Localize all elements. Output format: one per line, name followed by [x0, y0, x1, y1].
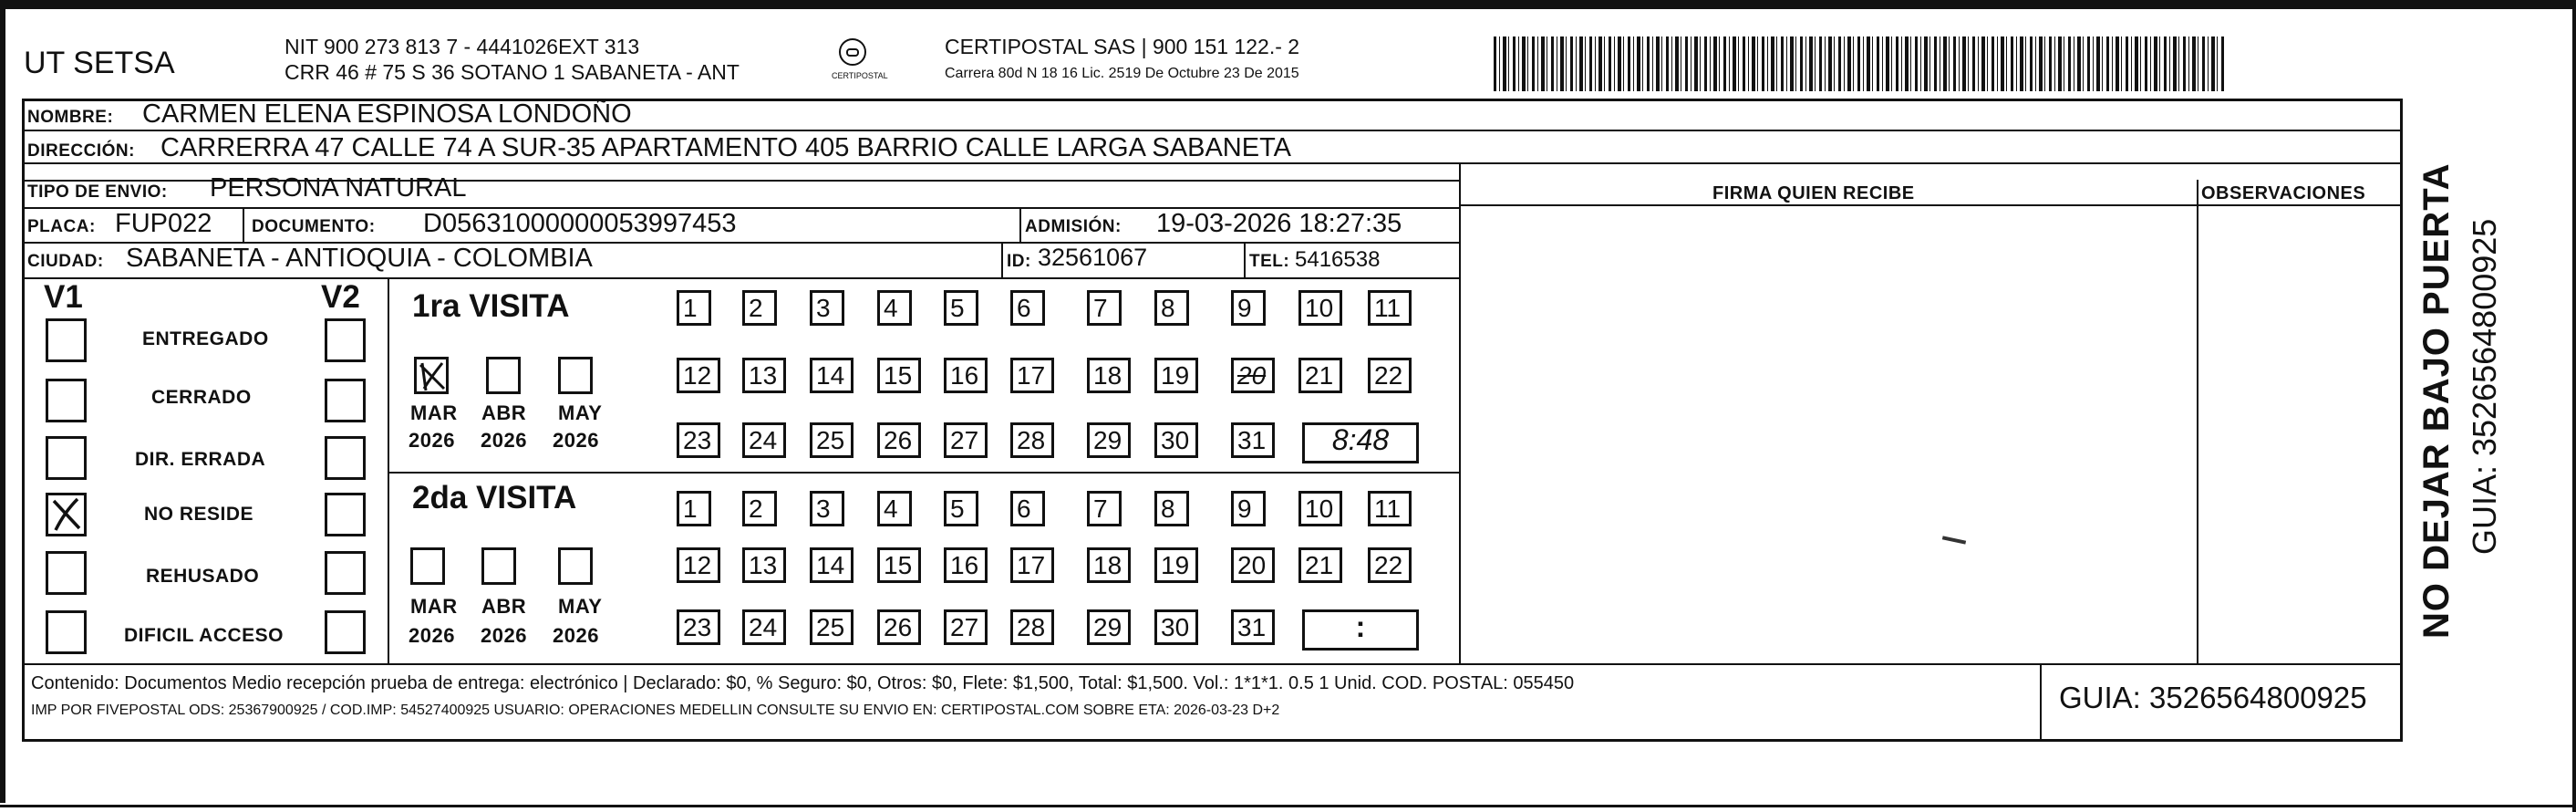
visit1-day[interactable]: 7 — [1087, 290, 1122, 326]
v1-dificil-acceso-checkbox[interactable] — [46, 610, 87, 654]
visit1-day[interactable]: 8 — [1154, 290, 1189, 326]
visit2-day[interactable]: 19 — [1154, 547, 1198, 583]
footer-print-info: IMP POR FIVEPOSTAL ODS: 25367900925 / COD.IMP: 54527400925 USUARIO: OPERACIONES MEDELLIN CONSULTE SU ENVIO EN: CERTIPOSTAL.COM SOBRE ETA: 2026-03-23 D+2 — [31, 703, 1280, 718]
visit1-year-abr: 2026 — [481, 429, 527, 452]
footer-contents: Contenido: Documentos Medio recepción prueba de entrega: electrónico | Declarado: $0, % Seguro: $0, Otros: $0, Flete: $1,500, Total: $1,500. Vol.: 1*1*1. 0.5 1 Unid. COD. POSTAL: 055450 — [31, 673, 1575, 693]
visit2-day[interactable]: 23 — [677, 609, 720, 645]
visit1-day[interactable]: 24 — [742, 422, 786, 458]
address-label: DIRECCIÓN: — [27, 141, 135, 161]
visit2-day[interactable]: 26 — [877, 609, 921, 645]
v2-entregado-checkbox[interactable] — [325, 318, 366, 362]
sender-name: UT SETSA — [24, 46, 175, 80]
recipient-name: CARMEN ELENA ESPINOSA LONDOÑO — [142, 99, 632, 129]
visit1-day[interactable]: 22 — [1368, 358, 1412, 393]
admission-label: ADMISIÓN: — [1025, 217, 1122, 236]
visit1-day[interactable]: 23 — [677, 422, 720, 458]
visit1-day[interactable]: 14 — [810, 358, 853, 393]
ship-type: PERSONA NATURAL — [210, 173, 467, 203]
visit1-month-label-mar: MAR — [410, 401, 458, 424]
visit1-month-may[interactable] — [558, 357, 593, 394]
v2-label: V2 — [321, 279, 360, 315]
id-label: ID: — [1007, 252, 1031, 271]
visit1-day[interactable]: 4 — [877, 290, 912, 326]
barcode — [1494, 36, 2225, 91]
status-no-reside: NO RESIDE — [144, 504, 254, 525]
visit1-month-label-abr: ABR — [481, 401, 527, 424]
v2-cerrado-checkbox[interactable] — [325, 379, 366, 422]
visit1-day[interactable]: 16 — [944, 358, 988, 393]
admission-value: 19-03-2026 18:27:35 — [1156, 209, 1402, 238]
visit1-month-label-may: MAY — [558, 401, 603, 424]
visit1-day[interactable]: 17 — [1010, 358, 1054, 393]
visit2-day[interactable]: 17 — [1010, 547, 1054, 583]
left-border — [0, 0, 5, 803]
visit2-day[interactable]: 25 — [810, 609, 853, 645]
visit2-day[interactable]: 21 — [1298, 547, 1342, 583]
visit1-month-abr[interactable] — [486, 357, 521, 394]
visit2-year-abr: 2026 — [481, 624, 527, 647]
visit2-day[interactable]: 18 — [1087, 547, 1131, 583]
visit1-day[interactable]: 31 — [1231, 422, 1275, 458]
plate-label: PLACA: — [27, 217, 96, 236]
visit1-day[interactable]: 30 — [1154, 422, 1198, 458]
visit1-day[interactable]: 21 — [1298, 358, 1342, 393]
visit1-day[interactable]: 15 — [877, 358, 921, 393]
tel-value: 5416538 — [1295, 247, 1381, 272]
visit2-day[interactable]: 5 — [944, 491, 978, 526]
visit2-day[interactable]: 24 — [742, 609, 786, 645]
visit2-day[interactable]: 13 — [742, 547, 786, 583]
x-mark-icon — [48, 495, 85, 534]
visit1-year-may: 2026 — [553, 429, 599, 452]
v2-dificil-acceso-checkbox[interactable] — [325, 610, 366, 654]
visit2-day[interactable]: 28 — [1010, 609, 1054, 645]
v2-rehusado-checkbox[interactable] — [325, 551, 366, 595]
status-rehusado: REHUSADO — [146, 566, 260, 587]
visit1-day[interactable]: 25 — [810, 422, 853, 458]
sender-address: CRR 46 # 75 S 36 SOTANO 1 SABANETA - ANT — [284, 60, 740, 84]
visit2-day[interactable]: 12 — [677, 547, 720, 583]
visit2-month-label-may: MAY — [558, 595, 603, 618]
right-border — [2572, 0, 2576, 812]
visit2-day[interactable]: 27 — [944, 609, 988, 645]
visit1-day[interactable]: 18 — [1087, 358, 1131, 393]
visit1-day[interactable]: 11 — [1368, 290, 1412, 326]
visit1-day[interactable]: 19 — [1154, 358, 1198, 393]
carrier-license: Carrera 80d N 18 16 Lic. 2519 De Octubre 23 De 2015 — [945, 66, 1299, 81]
visit1-day[interactable]: 28 — [1010, 422, 1054, 458]
visit1-day[interactable]: 29 — [1087, 422, 1131, 458]
visit1-day[interactable]: 3 — [810, 290, 844, 326]
visit1-day[interactable]: 26 — [877, 422, 921, 458]
visit2-day[interactable]: 16 — [944, 547, 988, 583]
visit2-month-label-mar: MAR — [410, 595, 458, 618]
v1-cerrado-checkbox[interactable] — [46, 379, 87, 422]
x-mark-icon — [417, 359, 448, 392]
visit1-title: 1ra VISITA — [412, 288, 570, 324]
plate-value: FUP022 — [115, 209, 212, 238]
city-value: SABANETA - ANTIOQUIA - COLOMBIA — [126, 244, 593, 273]
v2-no-reside-checkbox[interactable] — [325, 493, 366, 536]
status-dificil-acceso: DIFICIL ACCESO — [124, 625, 284, 646]
visit1-day[interactable]: 12 — [677, 358, 720, 393]
visit2-day[interactable]: 11 — [1368, 491, 1412, 526]
status-cerrado: CERRADO — [151, 387, 252, 408]
visit1-time-field[interactable]: 8:48 — [1302, 422, 1419, 463]
v1-no-reside-checkbox[interactable] — [46, 493, 87, 536]
visit2-day[interactable]: 8 — [1154, 491, 1189, 526]
visit2-day[interactable]: 4 — [877, 491, 912, 526]
visit2-title: 2da VISITA — [412, 480, 577, 515]
recipient-address: CARRERRA 47 CALLE 74 A SUR-35 APARTAMENTO 405 BARRIO CALLE LARGA SABANETA — [160, 133, 1291, 162]
carrier-logo-icon — [839, 38, 866, 66]
visit2-day[interactable]: 22 — [1368, 547, 1412, 583]
visit2-year-mar: 2026 — [409, 624, 455, 647]
visit2-day[interactable]: 29 — [1087, 609, 1131, 645]
visit1-day[interactable]: 1 — [677, 290, 711, 326]
v1-rehusado-checkbox[interactable] — [46, 551, 87, 595]
status-entregado: ENTREGADO — [142, 328, 269, 349]
visit2-month-label-abr: ABR — [481, 595, 527, 618]
visit2-day[interactable]: 31 — [1231, 609, 1275, 645]
visit2-year-may: 2026 — [553, 624, 599, 647]
v1-entregado-checkbox[interactable] — [46, 318, 87, 362]
visit1-month-mar[interactable] — [414, 357, 449, 394]
ship-type-label: TIPO DE ENVIO: — [27, 182, 168, 202]
visit2-day[interactable]: 3 — [810, 491, 844, 526]
visit2-day[interactable]: 7 — [1087, 491, 1122, 526]
visit2-day[interactable]: 9 — [1231, 491, 1266, 526]
tel-label: TEL: — [1249, 252, 1290, 271]
visit1-year-mar: 2026 — [409, 429, 455, 452]
side-warning: NO DEJAR BAJO PUERTA — [2416, 162, 2457, 639]
visit2-time-field[interactable]: : — [1302, 609, 1419, 651]
v1-label: V1 — [44, 279, 83, 315]
visit2-month-mar[interactable] — [410, 547, 445, 585]
visit1-day[interactable]: 2 — [742, 290, 777, 326]
document-label: DOCUMENTO: — [252, 217, 376, 236]
visit2-day[interactable]: 2 — [742, 491, 777, 526]
visit1-day[interactable]: 10 — [1298, 290, 1342, 326]
status-dir-errada: DIR. ERRADA — [135, 449, 266, 470]
sender-nit: NIT 900 273 813 7 - 4441026EXT 313 — [284, 35, 640, 58]
top-border — [0, 0, 2576, 9]
footer-guia: GUIA: 3526564800925 — [2059, 681, 2367, 714]
visit2-day[interactable]: 20 — [1231, 547, 1275, 583]
carrier-logo-text: CERTIPOSTAL — [832, 71, 888, 80]
visit2-month-abr[interactable] — [481, 547, 516, 585]
v2-dir-errada-checkbox[interactable] — [325, 436, 366, 480]
name-label: NOMBRE: — [27, 108, 114, 127]
visit2-day[interactable]: 14 — [810, 547, 853, 583]
city-label: CIUDAD: — [27, 252, 104, 271]
visit2-day[interactable]: 6 — [1010, 491, 1045, 526]
observations-label: OBSERVACIONES — [2201, 183, 2366, 203]
visit1-day-marked-label: 20 — [1237, 361, 1267, 390]
visit2-day[interactable]: 30 — [1154, 609, 1198, 645]
visit1-day[interactable]: 5 — [944, 290, 978, 326]
v1-dir-errada-checkbox[interactable] — [46, 436, 87, 480]
visit2-day[interactable]: 15 — [877, 547, 921, 583]
document-value: D05631000000053997453 — [423, 209, 737, 238]
side-guia: GUIA: 3526564800925 — [2466, 218, 2503, 555]
carrier-line: CERTIPOSTAL SAS | 900 151 122.- 2 — [945, 35, 1300, 58]
visit2-day[interactable]: 1 — [677, 491, 711, 526]
visit2-day[interactable]: 10 — [1298, 491, 1342, 526]
id-value: 32561067 — [1038, 244, 1148, 271]
visit1-day-marked[interactable] — [1231, 358, 1275, 393]
visit1-day[interactable]: 6 — [1010, 290, 1045, 326]
signature-label: FIRMA QUIEN RECIBE — [1712, 183, 1915, 203]
visit2-month-may[interactable] — [558, 547, 593, 585]
visit1-day[interactable]: 9 — [1231, 290, 1266, 326]
visit1-day[interactable]: 27 — [944, 422, 988, 458]
bottom-border — [0, 805, 2576, 807]
visit1-day[interactable]: 13 — [742, 358, 786, 393]
